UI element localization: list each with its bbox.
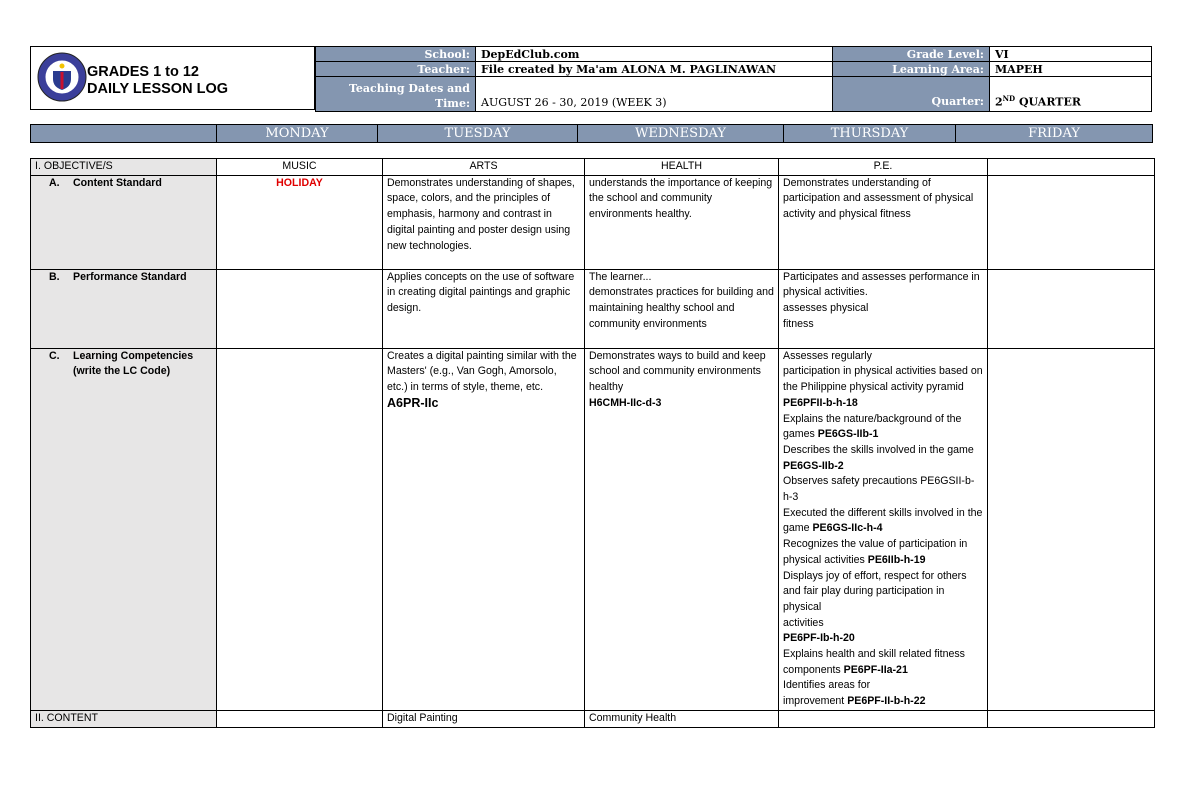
quarter-text: QUARTER: [1015, 96, 1081, 109]
content-standard-row: [31, 175, 1155, 269]
learning-competencies-row: [31, 348, 1155, 710]
subject-arts: ARTS: [383, 159, 585, 176]
subjects-row: [31, 159, 1155, 176]
pe-competency-text: Observes safety precautions PE6GSII-b-h-3: [783, 475, 975, 504]
dates-value: AUGUST 26 - 30, 2019 (WEEK 3): [476, 77, 833, 112]
learning-competencies-label-2: (write the LC Code): [73, 365, 171, 378]
quarter-sup: ND: [1002, 94, 1016, 104]
content-standard-blank: [988, 175, 1155, 269]
objectives-label: I. OBJECTIVE/S: [31, 159, 217, 176]
learning-competencies-health: [585, 348, 779, 710]
header-title-block: [30, 46, 315, 110]
grade-label: Grade Level:: [833, 47, 990, 62]
day-wednesday: WEDNESDAY: [578, 125, 784, 143]
days-header-row: [30, 124, 1153, 143]
dates-label-line-1: Teaching Dates and: [348, 82, 470, 95]
pe-competency-text: Identifies areas for: [783, 679, 871, 692]
performance-standard-label: Performance Standard: [73, 270, 187, 283]
performance-health-line-1: The learner...: [589, 270, 652, 283]
pe-competency-code: PE6PFII-b-h-18: [783, 396, 858, 409]
learning-competencies-music: [217, 348, 383, 710]
pe-competency-item: [783, 364, 983, 411]
holiday-badge: HOLIDAY: [276, 176, 323, 189]
pe-competency-text: Explains the nature/background of the games: [783, 412, 962, 441]
quarter-label: Quarter:: [833, 77, 990, 112]
performance-pe-line-2: assesses physical: [783, 302, 869, 315]
pe-competency-item: [783, 443, 983, 474]
performance-standard-row: [31, 269, 1155, 348]
pe-competency-code: PE6GS-IIc-h-4: [812, 522, 883, 535]
arts-competency-code: A6PR-IIc: [387, 395, 439, 410]
content-label: II. CONTENT: [31, 710, 217, 727]
content-standard-health: understands the importance of keeping the school and community environments healthy.: [585, 175, 779, 269]
day-friday: FRIDAY: [956, 125, 1153, 143]
teacher-label: Teacher:: [316, 62, 476, 77]
content-blank: [988, 710, 1155, 727]
pe-competency-text: Recognizes the value of participation in physical activities: [783, 538, 968, 566]
content-standard-pe: Demonstrates understanding of participation and assessment of physical activity and physical fitness: [779, 175, 988, 269]
pe-competency-text: Assesses regularly: [783, 349, 872, 362]
pe-competency-item: [783, 678, 983, 694]
header-info-table: [315, 46, 1152, 112]
dates-label: [316, 77, 476, 112]
pe-competency-text: Executed the different skills involved in the game: [783, 506, 983, 535]
pe-competency-code: PE6PF-II-b-h-22: [847, 695, 926, 708]
learning-competencies-arts: [383, 348, 585, 710]
area-value: MAPEH: [990, 62, 1152, 77]
pe-competency-code: PE6PF-Ib-h-20: [783, 632, 855, 645]
performance-standard-arts: Applies concepts on the use of software in creating digital paintings and graphic design.: [383, 269, 585, 348]
pe-competency-item: [783, 616, 983, 632]
performance-standard-letter: B.: [49, 270, 60, 283]
performance-pe-line-1: Participates and assesses performance in physical activities.: [783, 270, 980, 299]
content-music: [217, 710, 383, 727]
content-standard-label-cell: [31, 175, 217, 269]
performance-standard-health: [585, 269, 779, 348]
pe-competency-item: [783, 569, 983, 616]
pe-competency-code: PE6IIb-h-19: [867, 553, 926, 566]
performance-standard-pe: [779, 269, 988, 348]
content-standard-label: Content Standard: [73, 176, 162, 189]
pe-competency-item: [783, 694, 983, 710]
day-tuesday: TUESDAY: [378, 125, 578, 143]
arts-competency-text: Creates a digital painting similar with the Masters' (e.g., Van Gogh, Amorsolo, etc.) in terms of style, theme, etc.: [387, 349, 577, 394]
day-thursday: THURSDAY: [784, 125, 956, 143]
lesson-log-table: [30, 158, 1155, 728]
pe-competency-text: activities: [783, 616, 824, 629]
performance-standard-blank: [988, 269, 1155, 348]
quarter-value: [990, 77, 1152, 112]
health-competency-code: H6CMH-IIc-d-3: [589, 396, 662, 409]
content-standard-music: [217, 175, 383, 269]
pe-competency-code: PE6GS-IIb-2: [783, 459, 844, 472]
pe-competency-text: improvement: [783, 695, 848, 708]
learning-competencies-pe: [779, 348, 988, 710]
pe-competency-text: Displays joy of effort, respect for others and fair play during participation in physical: [783, 569, 967, 613]
grade-value: VI: [990, 47, 1152, 62]
learning-competencies-label: Learning Competencies: [73, 349, 194, 362]
school-value: DepEdClub.com: [476, 47, 833, 62]
pe-competency-code: PE6PF-IIa-21: [843, 663, 908, 676]
day-monday: MONDAY: [217, 125, 378, 143]
subject-health: HEALTH: [585, 159, 779, 176]
pe-competency-text: participation in physical activities based on the Philippine physical activity pyramid: [783, 365, 983, 394]
learning-competencies-letter: C.: [49, 349, 60, 362]
content-health: Community Health: [585, 710, 779, 727]
school-label: School:: [316, 47, 476, 62]
learning-competencies-blank: [988, 348, 1155, 710]
teacher-value: File created by Ma'am ALONA M. PAGLINAWAN: [476, 62, 833, 77]
content-pe: [779, 710, 988, 727]
area-label: Learning Area:: [833, 62, 990, 77]
subject-blank: [988, 159, 1155, 176]
pe-competency-item: [783, 537, 983, 568]
page-title: [87, 64, 228, 98]
pe-competency-item: [783, 506, 983, 537]
pe-competency-text: Explains health and skill related fitness components: [783, 648, 965, 676]
pe-competency-code: PE6GS-IIb-1: [817, 428, 879, 441]
content-arts: Digital Painting: [383, 710, 585, 727]
performance-standard-music: [217, 269, 383, 348]
pe-competency-item: [783, 412, 983, 443]
pe-competency-item: [783, 631, 983, 647]
pe-competency-item: [783, 647, 983, 678]
quarter-num: 2: [995, 96, 1003, 109]
days-blank-cell: [31, 125, 217, 143]
content-standard-arts: Demonstrates understanding of shapes, space, colors, and the principles of emphasis, harmony and contrast in digital painting and poster design using new technologies.: [383, 175, 585, 269]
pe-competency-item: [783, 349, 983, 365]
performance-pe-line-3: fitness: [783, 317, 814, 330]
dates-label-line-2: Time:: [434, 97, 470, 110]
subject-music: MUSIC: [217, 159, 383, 176]
title-line-2: DAILY LESSON LOG: [87, 81, 228, 97]
learning-competencies-label-cell: [31, 348, 217, 710]
pe-competency-text: Describes the skills involved in the game: [783, 443, 974, 456]
title-line-1: GRADES 1 to 12: [87, 64, 199, 80]
performance-health-line-2: demonstrates practices for building and maintaining healthy school and community environments: [589, 286, 774, 330]
pe-competency-list: [783, 349, 983, 710]
health-competency-text: Demonstrates ways to build and keep school and community environments healthy: [589, 349, 766, 394]
content-row: [31, 710, 1155, 727]
subject-pe: P.E.: [779, 159, 988, 176]
content-standard-letter: A.: [49, 176, 60, 189]
pe-competency-item: [783, 474, 983, 505]
deped-seal-icon: [37, 52, 87, 102]
performance-standard-label-cell: [31, 269, 217, 348]
